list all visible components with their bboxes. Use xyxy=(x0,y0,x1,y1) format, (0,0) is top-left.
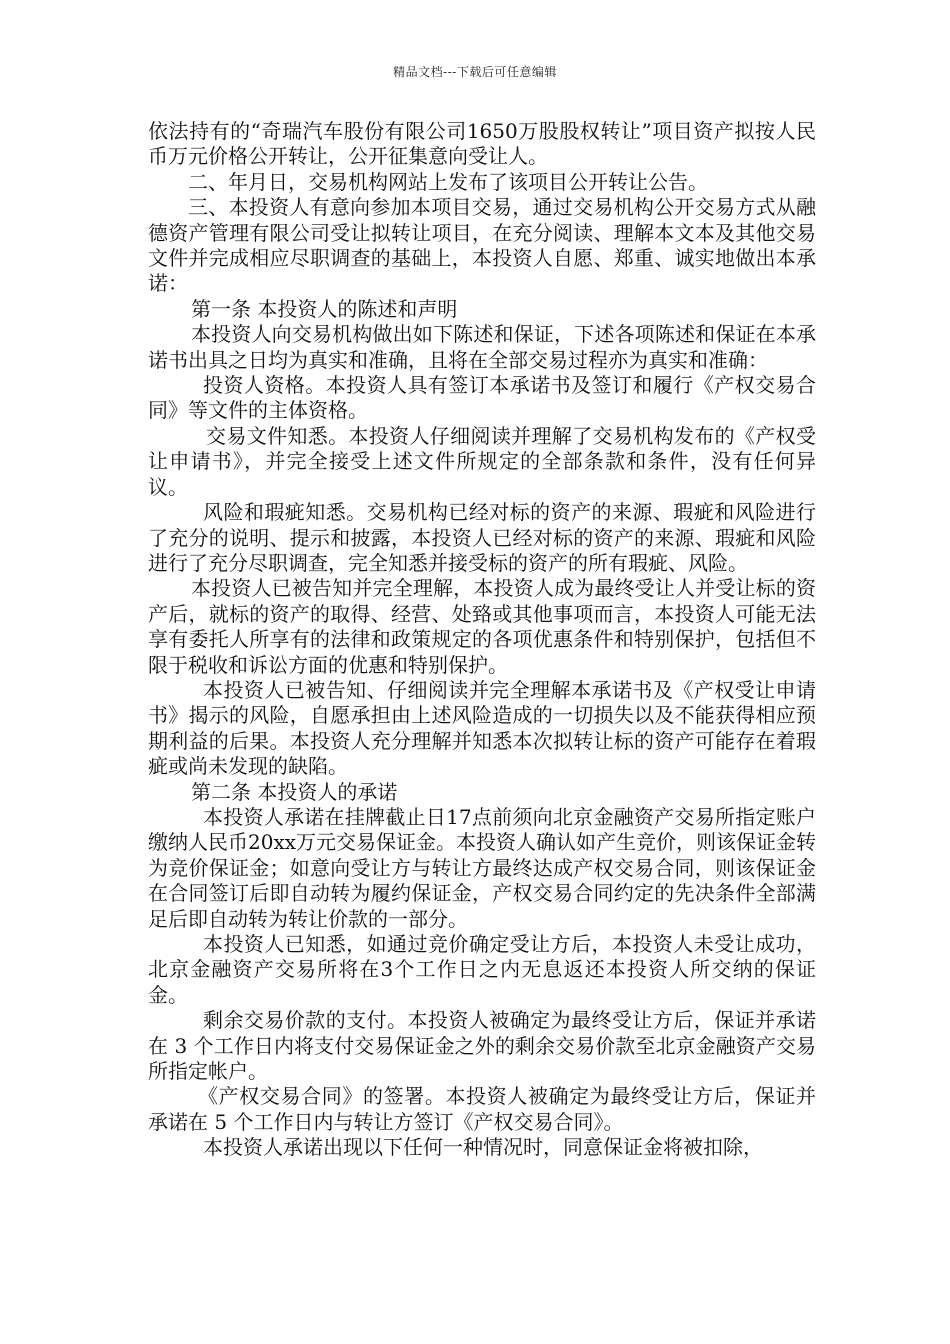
paragraph-section-3: 三、本投资人有意向参加本项目交易，通过交易机构公开交易方式从融德资产管理有限公司受让拟转让项目，在充分阅读、理解本文本及其他交易文件并完成相应尽职调查的基础上，本投资人自愿、郑重、诚实地做出本承诺： xyxy=(148,195,816,296)
paragraph-remaining-payment: 剩余交易价款的支付。本投资人被确定为最终受让方后，保证并承诺在 3 个工作日内将支付交易保证金之外的剩余交易价款至北京金融资产交易所指定帐户。 xyxy=(148,1008,816,1084)
article-1-heading: 第一条 本投资人的陈述和声明 xyxy=(191,296,458,321)
document-body xyxy=(148,119,816,1161)
paragraph-deposit-forfeiture: 本投资人承诺出现以下任何一种情况时，同意保证金将被扣除， xyxy=(203,1135,763,1160)
paragraph-investor-qualification: 投资人资格。本投资人具有签订本承诺书及签订和履行《产权交易合同》等文件的主体资格。 xyxy=(148,373,816,423)
paragraph-contract-signing: 《产权交易合同》的签署。本投资人被确定为最终受让方后，保证并承诺在 5 个工作日内与转让方签订《产权交易合同》。 xyxy=(148,1084,816,1134)
paragraph-representations: 本投资人向交易机构做出如下陈述和保证，下述各项陈述和保证在本承诺书出具之日均为真实和准确，且将在全部交易过程亦为真实和准确： xyxy=(148,322,816,372)
paragraph-documents-awareness: 交易文件知悉。本投资人仔细阅读并理解了交易机构发布的《产权受让申请书》，并完全接受上述文件所规定的全部条款和条件，没有任何异议。 xyxy=(148,423,816,499)
paragraph-deposit-commitment: 本投资人承诺在挂牌截止日17点前须向北京金融资产交易所指定账户缴纳人民币20xx万元交易保证金。本投资人确认如产生竞价，则该保证金转为竞价保证金；如意向受让方与转让方最终达成产权交易合同，则该保证金在合同签订后即自动转为履约保证金，产权交易合同约定的先决条件全部满足后即自动转为转让价款的一部分。 xyxy=(148,804,817,931)
page-header: 精品文档---下载后可任意编辑 xyxy=(393,65,557,79)
article-2-heading: 第二条 本投资人的承诺 xyxy=(191,779,398,804)
paragraph-section-2: 二、年月日，交易机构网站上发布了该项目公开转让公告。 xyxy=(188,169,708,194)
paragraph-informed-understanding: 本投资人已被告知并完全理解，本投资人成为最终受让人并受让标的资产后，就标的资产的取得、经营、处臵或其他事项而言，本投资人可能无法享有委托人所享有的法律和政策规定的各项优惠条件和特别保护，包括但不限于税收和诉讼方面的优惠和特别保护。 xyxy=(148,576,816,677)
paragraph-risk-acceptance: 本投资人已被告知、仔细阅读并完全理解本承诺书及《产权受让申请书》揭示的风险，自愿承担由上述风险造成的一切损失以及不能获得相应预期利益的后果。本投资人充分理解并知悉本次拟转让标的资产可能存在着瑕疵或尚未发现的缺陷。 xyxy=(148,677,816,779)
paragraph-risk-awareness: 风险和瑕疵知悉。交易机构已经对标的资产的来源、瑕疵和风险进行了充分的说明、提示和披露，本投资人已经对标的资产的来源、瑕疵和风险进行了充分尽职调查，完全知悉并接受标的资产的所有瑕疵、风险。 xyxy=(148,500,816,575)
paragraph-project-intro: 依法持有的“奇瑞汽车股份有限公司1650万股股权转让”项目资产拟按人民币万元价格公开转让，公开征集意向受让人。 xyxy=(148,119,816,169)
paragraph-deposit-refund: 本投资人已知悉，如通过竞价确定受让方后，本投资人未受让成功，北京金融资产交易所将在3个工作日之内无息返还本投资人所交纳的保证金。 xyxy=(148,932,816,1007)
